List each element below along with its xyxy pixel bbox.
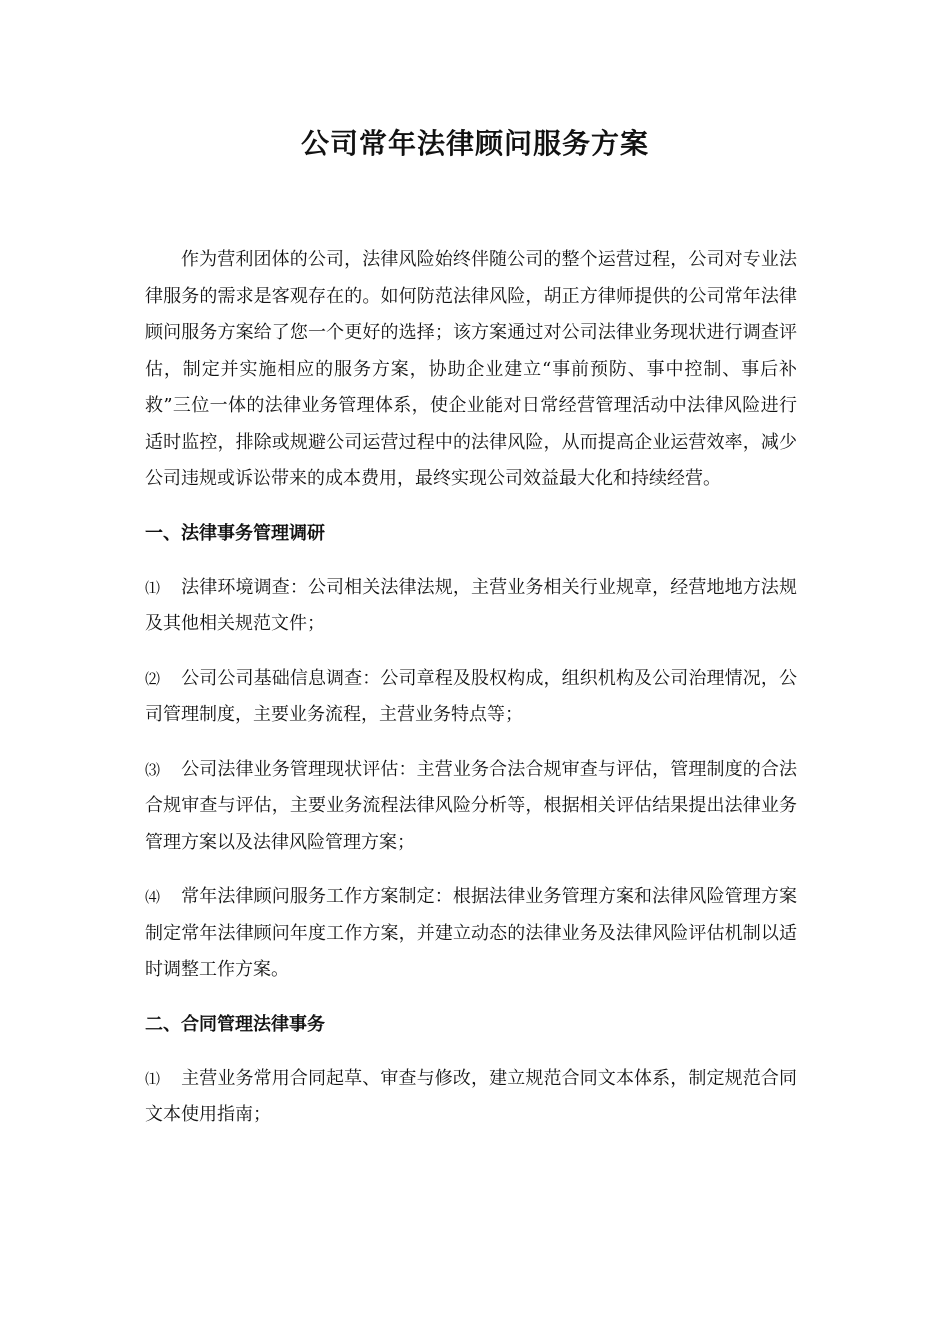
item-text: 法律环境调查：公司相关法律法规，主营业务相关行业规章，经营地地方法规及其他相关规范文件；: [145, 576, 797, 634]
item-marker: ⑵: [145, 669, 161, 688]
section-heading: 二、合同管理法律事务: [145, 1013, 325, 1035]
section-heading: 一、法律事务管理调研: [145, 522, 325, 544]
document-title: 公司常年法律顾问服务方案: [300, 127, 649, 160]
list-item: [145, 879, 797, 989]
item-text: 主营业务常用合同起草、审查与修改，建立规范合同文本体系，制定规范合同文本使用指南；: [145, 1067, 797, 1125]
item-text: 公司法律业务管理现状评估：主营业务合法合规审查与评估，管理制度的合法合规审查与评估，主要业务流程法律风险分析等，根据相关评估结果提出法律业务管理方案以及法律风险管理方案；: [145, 758, 797, 853]
item-marker: ⑴: [145, 1069, 161, 1088]
list-item: [145, 570, 797, 643]
item-marker: ⑷: [145, 888, 161, 906]
list-item: [145, 661, 797, 734]
item-marker: ⑶: [145, 760, 161, 779]
list-item: [145, 1061, 797, 1134]
list-item: [145, 752, 797, 862]
section-1: [145, 520, 797, 989]
section-2: [145, 1011, 797, 1134]
document-body: [145, 242, 797, 1152]
item-text: 公司公司基础信息调查：公司章程及股权构成，组织机构及公司治理情况，公司管理制度，主要业务流程，主营业务特点等；: [145, 667, 797, 725]
intro-paragraph: 作为营利团体的公司，法律风险始终伴随公司的整个运营过程，公司对专业法律服务的需求是客观存在的。如何防范法律风险，胡正方律师提供的公司常年法律顾问服务方案给了您一个更好的选择；该方案通过对公司法律业务现状进行调查评估，制定并实施相应的服务方案，协助企业建立“事前预防、事中控制、事后补救”三位一体的法律业务管理体系，使企业能对日常经营管理活动中法律风险进行适时监控，排除或规避公司运营过程中的法律风险，从而提高企业运营效率，减少公司违规或诉讼带来的成本费用，最终实现公司效益最大化和持续经营。: [145, 249, 797, 489]
item-text: 常年法律顾问服务工作方案制定：根据法律业务管理方案和法律风险管理方案制定常年法律顾问年度工作方案，并建立动态的法律业务及法律风险评估机制以适时调整工作方案。: [145, 886, 797, 980]
item-marker: ⑴: [145, 578, 161, 597]
